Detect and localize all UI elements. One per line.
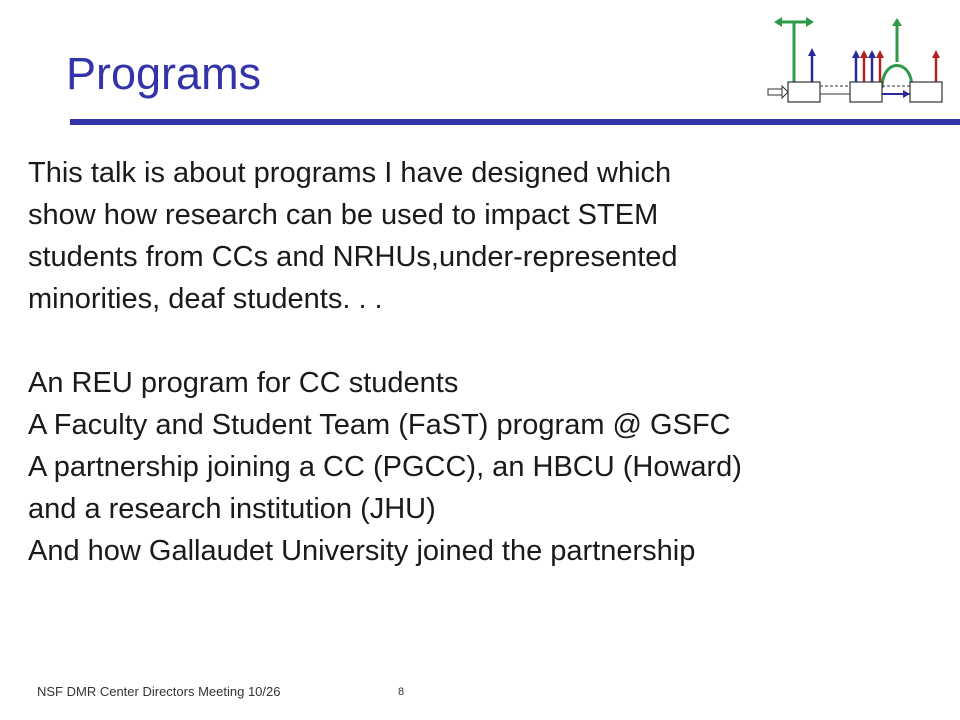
page-number: 8 — [398, 686, 405, 698]
intro-paragraph — [28, 152, 953, 320]
logo-arch — [882, 66, 912, 89]
slide-body — [28, 152, 953, 572]
intro-line: students from CCs and NRHUs,under-represented — [28, 241, 678, 273]
logo-vertical-arrows — [808, 48, 940, 82]
logo-left-arrow-icon — [774, 17, 782, 27]
intro-line: minorities, deaf students. . . — [28, 283, 383, 315]
program-line: A partnership joining a CC (PGCC), an HBCU (Howard) — [28, 451, 742, 483]
intro-line: show how research can be used to impact STEM — [28, 199, 659, 231]
program-list — [28, 362, 953, 572]
program-line: An REU program for CC students — [28, 367, 459, 399]
logo-input-arrow-icon — [768, 86, 788, 98]
logo-up-arrow-icon — [892, 18, 902, 26]
footer-meeting-text: NSF DMR Center Directors Meeting 10/26 — [37, 684, 281, 699]
title-divider — [70, 119, 960, 125]
program-line: And how Gallaudet University joined the partnership — [28, 535, 696, 567]
paragraph-gap — [28, 320, 953, 362]
logo-right-arrow-icon — [806, 17, 814, 27]
program-line: A Faculty and Student Team (FaST) program @ GSFC — [28, 409, 731, 441]
circuit-logo-icon — [760, 14, 956, 106]
slide-title: Programs — [66, 48, 262, 99]
intro-line: This talk is about programs I have designed which — [28, 157, 672, 189]
logo-boxes — [788, 82, 942, 102]
program-line: and a research institution (JHU) — [28, 493, 436, 525]
